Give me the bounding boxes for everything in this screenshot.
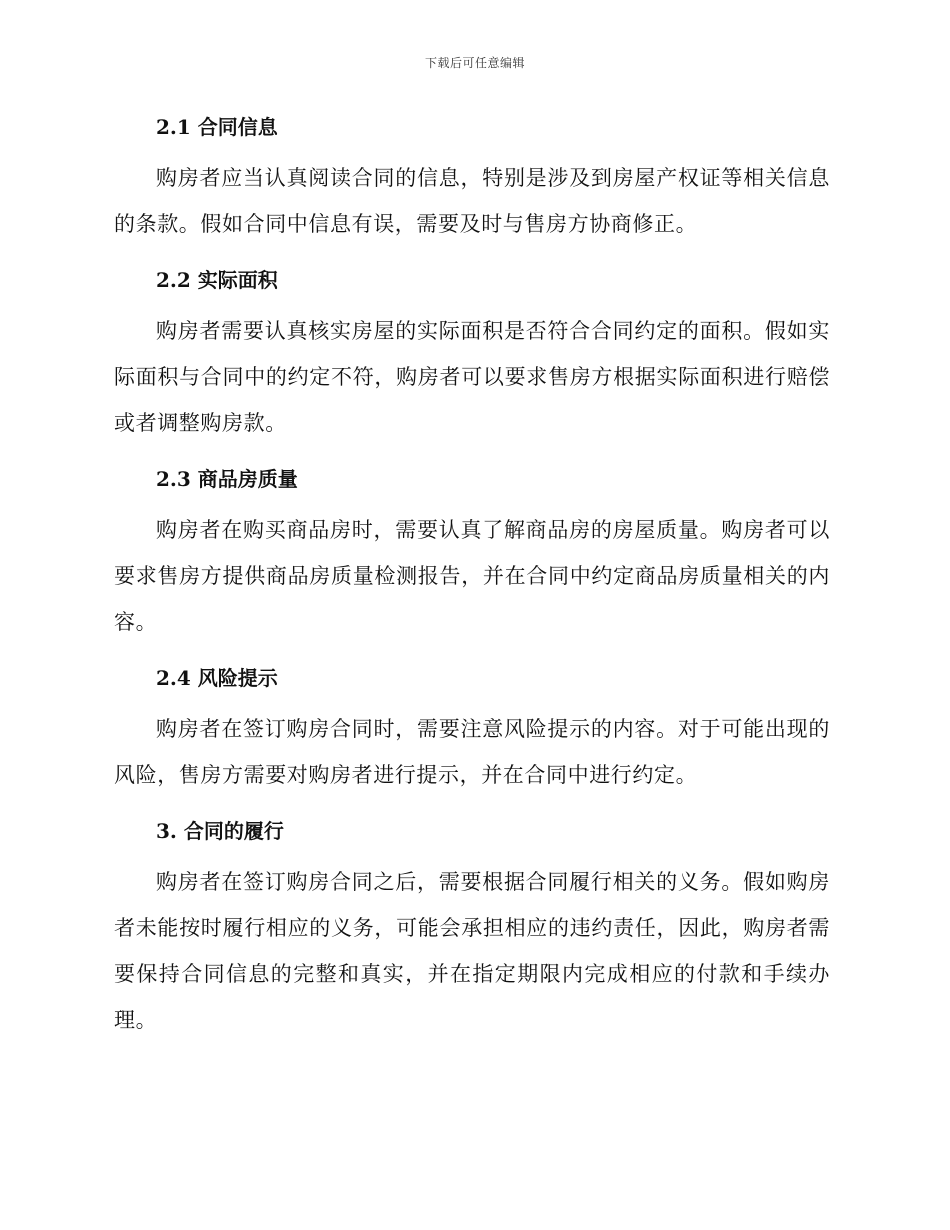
document-body (114, 110, 830, 1043)
section-heading-contract-performance: 3. 合同的履行 (156, 819, 284, 843)
section-paragraph-actual-area: 购房者需要认真核实房屋的实际面积是否符合合同约定的面积。假如实际面积与合同中的约定不符，购房者可以要求售房方根据实际面积进行赔偿或者调整购房款。 (114, 319, 830, 435)
section-paragraph-risk-notice: 购房者在签订购房合同时，需要注意风险提示的内容。对于可能出现的风险，售房方需要对购房者进行提示，并在合同中进行约定。 (114, 717, 830, 787)
section-paragraph-housing-quality: 购房者在购买商品房时，需要认真了解商品房的房屋质量。购房者可以要求售房方提供商品房质量检测报告，并在合同中约定商品房质量相关的内容。 (114, 518, 830, 634)
section-heading-actual-area: 2.2 实际面积 (156, 268, 278, 292)
section-paragraph-contract-info: 购房者应当认真阅读合同的信息，特别是涉及到房屋产权证等相关信息的条款。假如合同中信息有误，需要及时与售房方协商修正。 (114, 166, 830, 236)
section-heading-contract-info: 2.1 合同信息 (156, 115, 278, 139)
section-heading-housing-quality: 2.3 商品房质量 (156, 467, 298, 491)
section-heading-risk-notice: 2.4 风险提示 (156, 666, 278, 690)
section-paragraph-contract-performance: 购房者在签订购房合同之后，需要根据合同履行相关的义务。假如购房者未能按时履行相应的义务，可能会承担相应的违约责任，因此，购房者需要保持合同信息的完整和真实，并在指定期限内完成相应的付款和手续办理。 (114, 870, 830, 1032)
page-header-note: 下载后可任意编辑 (424, 56, 525, 70)
